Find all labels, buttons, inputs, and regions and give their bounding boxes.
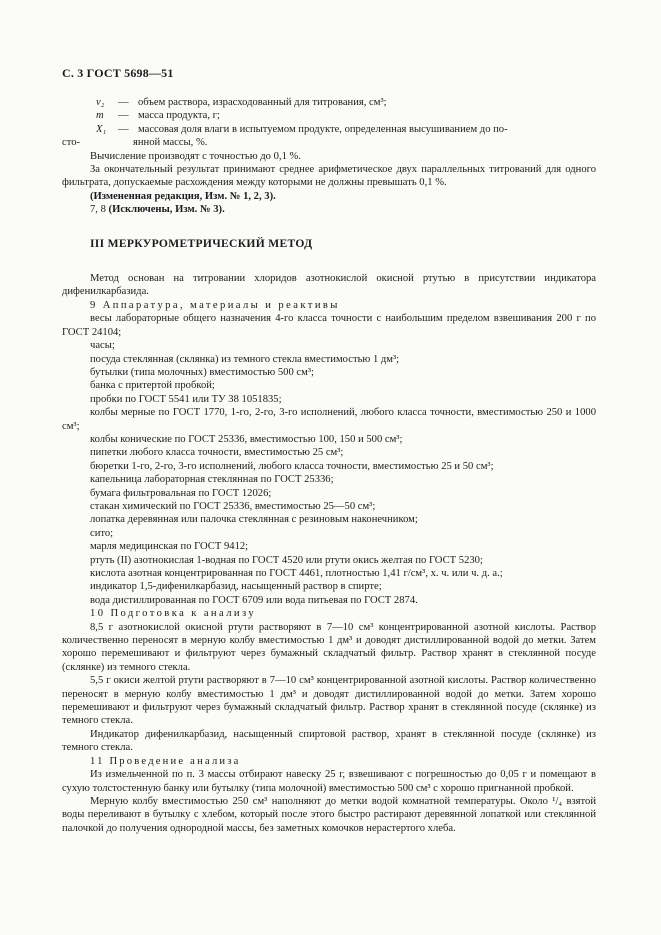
section-title: III МЕРКУРОМЕТРИЧЕСКИЙ МЕТОД — [90, 236, 313, 250]
subsection-heading-9: 9 Аппаратура, материалы и реактивы — [90, 299, 340, 311]
list-item: весы лабораторные общего назначения 4-го класса точности с наибольшим пределом взвешивания 200 г по ГОСТ 24104; — [62, 313, 596, 338]
list-item: ртуть (II) азотнокислая 1-водная по ГОСТ 4520 или ртути окись желтая по ГОСТ 5230; — [90, 554, 483, 566]
paragraph-flask: Мерную колбу вместимостью 250 см³ наполняют до метки водой комнатной температуры. Около ¹/₄ взятой воды переливают в бутылку с хлебом, который после этого быстро растирают деревянной лопаткой или стеклянной палочкой до получения однородной массы, без заметных комочков нерастертого хлеба. — [62, 795, 596, 834]
paragraph-sample: Из измельченной по п. 3 массы отбирают навеску 25 г, взвешивают с погрешностью до 0,05 г и помещают в сухую толстостенную банку или бутылку (типа молочной) вместимостью 500 см³ с хорошо пригнанной пробкой. — [62, 769, 596, 794]
paragraph-preparation-2: 5,5 г окиси желтой ртути растворяют в 7—10 см³ концентрированной азотной кислоты. Раствор количественно переносят в мерную колбу вместимостью 1 дм³ и доводят дистиллированной водой до метки. Затем хорошо перемешивают и фильтруют через бумажный складчатый фильтр. Раствор хранят в стеклянной посуде (склянке) из темного стекла. — [62, 675, 596, 727]
list-item: банка с притертой пробкой; — [90, 380, 215, 392]
paragraph-calculation: Вычисление производят с точностью до 0,1 %. — [90, 150, 301, 162]
list-item: капельница лабораторная стеклянная по ГОСТ 25336; — [90, 474, 334, 486]
list-item: бумага фильтровальная по ГОСТ 12026; — [90, 487, 272, 499]
list-item: пробки по ГОСТ 5541 или ТУ 38 1051835; — [90, 393, 282, 405]
variable-text: объем раствора, израсходованный для титрования, см³; — [138, 97, 387, 108]
edit-note-excluded: 7, 8 (Исключены, Изм. № 3). — [90, 204, 225, 216]
variable-text: массовая доля влаги в испытуемом продукте, определенная высушиванием до по- — [138, 123, 508, 135]
list-item: вода дистиллированная по ГОСТ 6709 или вода питьевая по ГОСТ 2874. — [90, 594, 418, 606]
paragraph-method: Метод основан на титровании хлоридов азотнокислой окисной ртутью в присутствии индикатора дифенилкарбазида. — [62, 273, 596, 298]
list-item: бюретки 1-го, 2-го, 3-го исполнений, любого класса точности, вместимостью 25 и 50 см³; — [90, 460, 494, 472]
paragraph-preparation-1: 8,5 г азотнокислой окисной ртути растворяют в 7—10 см³ концентрированной азотной кислоты. Раствор количественно переносят в мерную колбу вместимостью 1 дм³ и доводят дистиллированной водой до метки. Затем хорошо перемешивают и фильтруют через бумажный складчатый фильтр. Раствор хранят в стеклянной посуде (склянке) из темного стекла. — [62, 621, 596, 673]
equipment-list — [62, 312, 596, 607]
variable-continuation: сто- янной массы, %. — [62, 137, 208, 149]
variable-definition: m — масса продукта, г; — [62, 109, 596, 122]
list-item: часы; — [90, 340, 115, 352]
list-item: индикатор 1,5-дифенилкарбазид, насыщенный раствор в спирте; — [90, 581, 382, 593]
list-item: посуда стеклянная (склянка) из темного стекла вместимостью 1 дм³; — [90, 353, 400, 365]
list-item: колбы конические по ГОСТ 25336, вместимостью 100, 150 и 500 см³; — [90, 433, 403, 445]
list-item: марля медицинская по ГОСТ 9412; — [90, 541, 249, 553]
list-item: лопатка деревянная или палочка стеклянная с резиновым наконечником; — [90, 514, 418, 526]
paragraph-indicator: Индикатор дифенилкарбазид, насыщенный спиртовой раствор, хранят в стеклянной посуде (склянке) из темного стекла. — [62, 728, 596, 754]
variable-definition: v₂ — объем раствора, израсходованный для титрования, см³; — [62, 96, 596, 109]
variable-symbol: m — [96, 110, 104, 122]
subsection-heading-11: 11 Проведение анализа — [90, 755, 241, 767]
subsection-heading-10: 10 Подготовка к анализу — [90, 608, 257, 620]
list-item: бутылки (типа молочных) вместимостью 500 см³; — [90, 366, 314, 378]
variable-text: масса продукта, г; — [138, 110, 220, 122]
list-item: пипетки любого класса точности, вместимостью 25 см³; — [90, 447, 344, 459]
list-item: стакан химический по ГОСТ 25336, вместимостью 25—50 см³; — [90, 500, 376, 512]
page-header: С. 3 ГОСТ 5698—51 — [62, 66, 174, 80]
variable-symbol: v₂ — [96, 97, 105, 108]
variable-definition: X₁ — массовая доля влаги в испытуемом продукте, определенная высушиванием до по- — [62, 123, 596, 136]
document-body — [62, 96, 596, 835]
list-item: сито; — [90, 527, 114, 539]
list-item: кислота азотная концентрированная по ГОСТ 4461, плотностью 1,41 г/см³, х. ч. или ч. д. а.; — [90, 568, 503, 579]
paragraph-result: За окончательный результат принимают среднее арифметическое двух параллельных титрований для одного фильтрата, допускаемые расхождения между которыми не должны превышать 0,1 %. — [62, 164, 596, 189]
variable-symbol: X₁ — [96, 123, 107, 135]
edit-note: (Измененная редакция, Изм. № 1, 2, 3). — [90, 190, 276, 202]
list-item: колбы мерные по ГОСТ 1770, 1-го, 2-го, 3-го исполнений, любого класса точности, вместимостью 250 и 1000 см³; — [62, 407, 596, 432]
